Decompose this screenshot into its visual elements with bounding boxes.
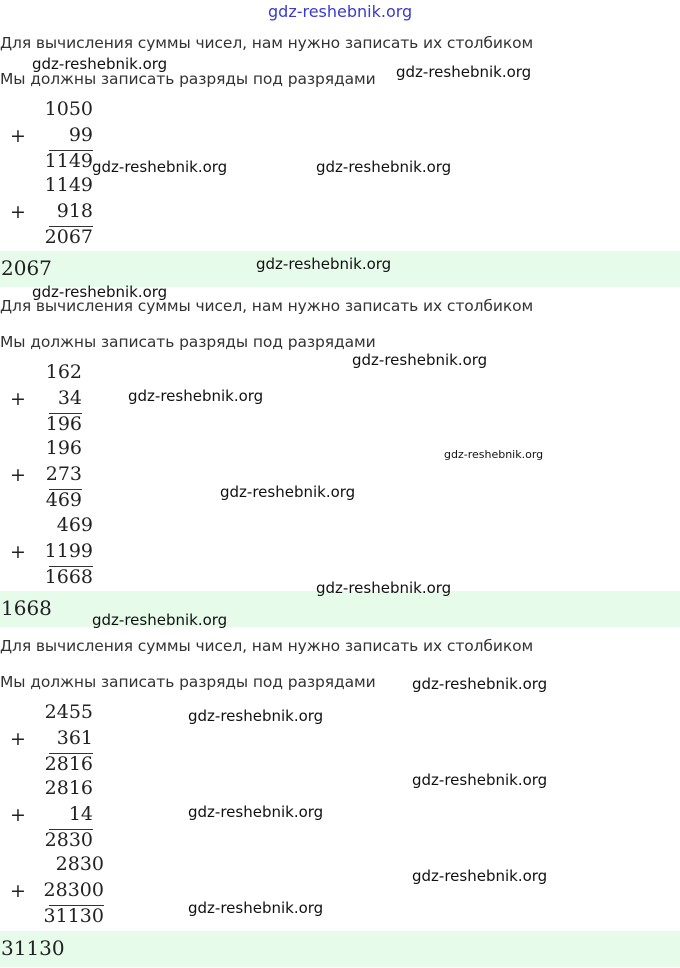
- addend-b: 918: [56, 200, 93, 222]
- answer-value: 1668: [1, 596, 52, 620]
- addend-a: 1149: [44, 174, 93, 196]
- addend-b: 14: [68, 803, 93, 825]
- addend-b: 1199: [44, 540, 93, 562]
- watermark: gdz-reshebnik.org: [92, 611, 228, 629]
- addend-a: 2455: [44, 701, 93, 723]
- addend-b: 273: [45, 463, 82, 485]
- addend-a: 196: [45, 437, 82, 459]
- watermark: gdz-reshebnik.org: [188, 707, 324, 725]
- sum: 1149: [44, 150, 93, 172]
- intro-line-1: Для вычисления суммы чисел, нам нужно записать их столбиком: [0, 34, 534, 52]
- plus-sign: +: [10, 541, 26, 563]
- plus-sign: +: [10, 804, 26, 826]
- plus-sign: +: [10, 201, 26, 223]
- watermark: gdz-reshebnik.org: [32, 283, 168, 301]
- plus-sign: +: [10, 125, 26, 147]
- intro-line-2: Мы должны записать разряды под разрядами: [0, 70, 376, 88]
- sum: 31130: [43, 905, 104, 927]
- answer-value: 2067: [1, 256, 52, 280]
- addend-a: 162: [45, 361, 82, 383]
- plus-sign: +: [10, 880, 26, 902]
- sum: 2067: [44, 226, 93, 248]
- intro-line-1: Для вычисления суммы чисел, нам нужно записать их столбиком: [0, 297, 534, 315]
- watermark: gdz-reshebnik.org: [220, 483, 356, 501]
- sum: 196: [45, 413, 82, 435]
- answer-bar: [0, 931, 680, 967]
- watermark: gdz-reshebnik.org: [128, 387, 264, 405]
- sum: 2816: [44, 753, 93, 775]
- watermark: gdz-reshebnik.org: [316, 158, 452, 176]
- plus-sign: +: [10, 728, 26, 750]
- addend-a: 2830: [55, 853, 104, 875]
- addend-a: 1050: [44, 98, 93, 120]
- addend-a: 2816: [44, 777, 93, 799]
- addend-b: 99: [68, 124, 93, 146]
- intro-line-1: Для вычисления суммы чисел, нам нужно записать их столбиком: [0, 637, 534, 655]
- watermark-top[interactable]: gdz-reshebnik.org: [268, 2, 413, 21]
- addend-b: 361: [56, 727, 93, 749]
- plus-sign: +: [10, 464, 26, 486]
- sum: 469: [45, 489, 82, 511]
- watermark: gdz-reshebnik.org: [412, 675, 548, 693]
- watermark: gdz-reshebnik.org: [352, 351, 488, 369]
- watermark: gdz-reshebnik.org: [316, 579, 452, 597]
- addend-b: 34: [57, 387, 82, 409]
- watermark: gdz-reshebnik.org: [92, 158, 228, 176]
- watermark: gdz-reshebnik.org: [32, 55, 168, 73]
- watermark: gdz-reshebnik.org: [188, 899, 324, 917]
- watermark: gdz-reshebnik.org: [188, 803, 324, 821]
- addend-a: 469: [56, 514, 93, 536]
- watermark: gdz-reshebnik.org: [412, 771, 548, 789]
- plus-sign: +: [10, 388, 26, 410]
- addend-b: 28300: [43, 879, 104, 901]
- intro-line-2: Мы должны записать разряды под разрядами: [0, 673, 376, 691]
- watermark: gdz-reshebnik.org: [256, 255, 392, 273]
- intro-line-2: Мы должны записать разряды под разрядами: [0, 333, 376, 351]
- watermark: gdz-reshebnik.org: [412, 867, 548, 885]
- sum: 1668: [44, 566, 93, 588]
- watermark: gdz-reshebnik.org: [444, 448, 544, 461]
- answer-value: 31130: [1, 936, 65, 960]
- sum: 2830: [44, 829, 93, 851]
- watermark: gdz-reshebnik.org: [396, 63, 532, 81]
